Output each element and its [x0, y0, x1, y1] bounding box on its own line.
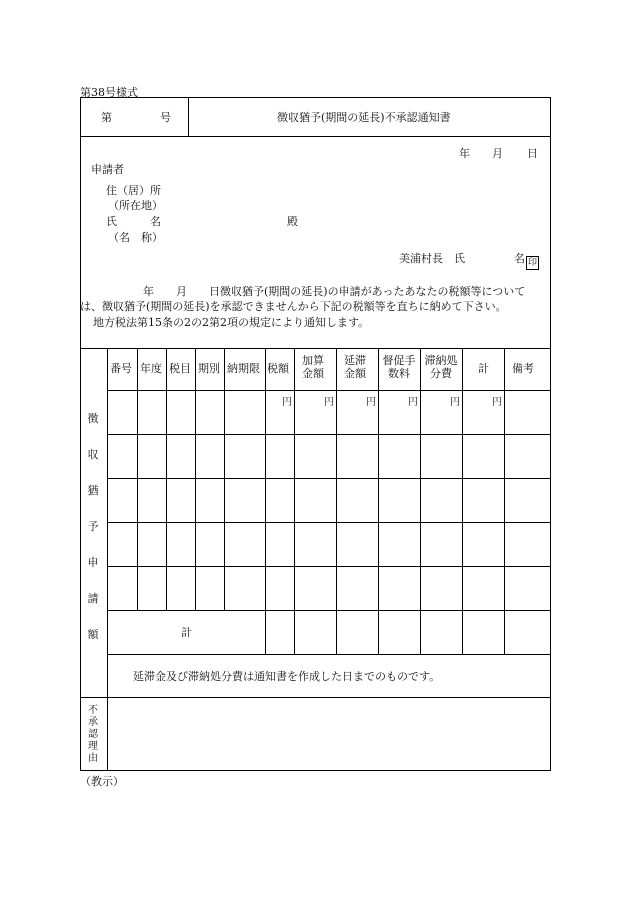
yen-dunning: 円: [408, 397, 418, 408]
date-day: 日: [527, 147, 538, 160]
side-char-2: 収: [87, 448, 99, 461]
col-border-2: [166, 348, 167, 610]
seal-mark: [526, 250, 539, 270]
row-border-1: [107, 434, 551, 435]
side-char-1: 徴: [87, 412, 99, 425]
col-border-10: [462, 348, 463, 654]
col-border-1: [137, 348, 138, 610]
col-header-total: 計: [478, 362, 489, 375]
yen-delinquency: 円: [366, 397, 376, 408]
instruction-label: （教示）: [80, 775, 124, 788]
col-header-number: 番号: [110, 362, 132, 375]
row-border-3: [107, 522, 551, 523]
name-sub-label: （名 称）: [108, 231, 163, 244]
seal-text: 印: [527, 258, 537, 268]
yen-tax: 円: [282, 397, 292, 408]
table-side-column-border: [107, 348, 108, 771]
col-header-dunning-fee: 督促手数料: [382, 354, 416, 380]
address-sub-label: （所在地）: [108, 199, 163, 212]
body-line-3: 地方税法第15条の2の2第2項の規定により通知します。: [93, 316, 370, 329]
col-header-additional: 加算金額: [302, 354, 324, 380]
reason-char-4: 理: [88, 741, 98, 752]
number-suffix: 号: [160, 111, 171, 124]
reason-char-5: 由: [88, 753, 98, 764]
total-label: 計: [181, 626, 192, 639]
yen-disposition: 円: [450, 397, 460, 408]
total-row-border: [107, 654, 551, 655]
date-month: 月: [492, 147, 503, 160]
body-line-1: 年 月 日徴収猶予(期間の延長)の申請があったあなたの税額等について: [143, 285, 526, 298]
side-char-6: 請: [87, 592, 99, 605]
issuer-title: 美浦村長 氏: [399, 252, 465, 265]
row-border-5: [107, 610, 551, 611]
col-header-tax-amount: 税額: [267, 362, 289, 375]
row-border-4: [107, 566, 551, 567]
col-header-tax-item: 税目: [169, 362, 191, 375]
reason-char-1: 不: [88, 705, 98, 716]
number-label: 第: [101, 111, 112, 124]
honorific: 殿: [287, 215, 298, 228]
form-number-label: 第38号様式: [80, 86, 138, 99]
side-char-3: 猶: [87, 484, 99, 497]
side-char-4: 予: [87, 520, 99, 533]
col-header-disposition-cost: 滞納処分費: [424, 354, 458, 380]
note-text: 延滞金及び滞納処分費は通知書を作成した日までのものです。: [133, 670, 441, 683]
col-header-remarks: 備考: [512, 362, 534, 375]
address-label: 住（居）所: [106, 184, 161, 197]
body-line-2: は、徴収猶予(期間の延長)を承認できませんから下記の税額等を直ちに納めて下さい。: [80, 300, 507, 313]
reason-char-3: 認: [88, 729, 98, 740]
col-header-due-date: 納期限: [227, 362, 260, 375]
header-row-border: [107, 390, 551, 391]
side-char-7: 額: [87, 628, 99, 641]
issuer-name-suffix: 名: [514, 252, 525, 265]
table-top-border: [80, 348, 551, 349]
col-border-4: [224, 348, 225, 610]
note-row-border: [80, 697, 551, 698]
row-border-2: [107, 478, 551, 479]
col-border-8: [378, 348, 379, 654]
col-border-6: [294, 348, 295, 654]
side-char-5: 申: [87, 556, 99, 569]
header-split: [188, 97, 189, 136]
header-divider: [80, 136, 551, 137]
applicant-label: 申請者: [91, 163, 124, 176]
col-border-5: [265, 348, 266, 654]
document-title: 徴収猶予(期間の延長)不承認通知書: [277, 111, 451, 124]
reason-char-2: 承: [88, 717, 98, 728]
col-header-year: 年度: [140, 362, 162, 375]
name-label: 氏 名: [106, 215, 161, 228]
yen-additional: 円: [324, 397, 334, 408]
col-border-3: [195, 348, 196, 610]
col-header-period: 期別: [198, 362, 220, 375]
col-border-7: [336, 348, 337, 654]
col-border-11: [504, 348, 505, 654]
col-border-9: [420, 348, 421, 654]
col-header-delinquency: 延滞金額: [344, 354, 366, 380]
yen-total: 円: [492, 397, 502, 408]
date-year: 年: [459, 147, 470, 160]
